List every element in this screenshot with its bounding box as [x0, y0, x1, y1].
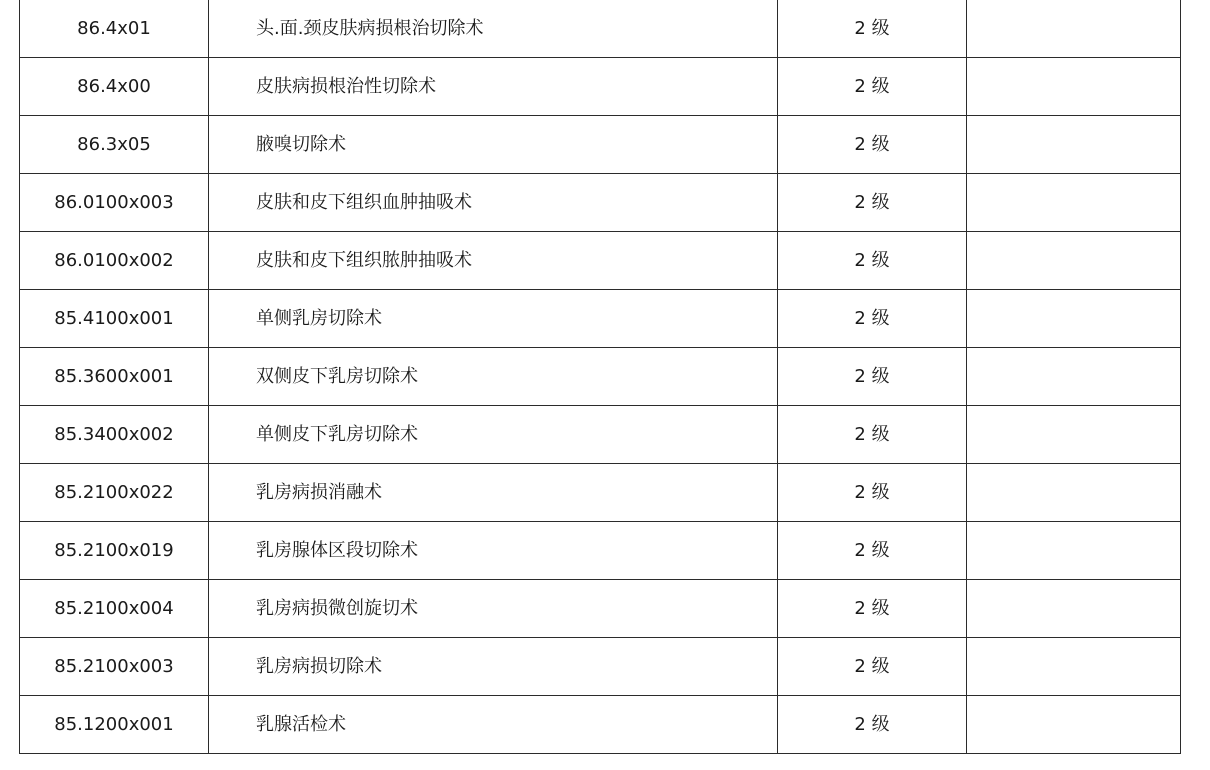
note-cell	[967, 116, 1181, 174]
surgery-name-cell: 乳房病损微创旋切术	[209, 580, 778, 638]
surgery-name-cell: 单侧乳房切除术	[209, 290, 778, 348]
surgery-name-cell: 双侧皮下乳房切除术	[209, 348, 778, 406]
surgery-name-cell: 头.面.颈皮肤病损根治切除术	[209, 0, 778, 58]
surgery-code-cell: 85.3600x001	[20, 348, 209, 406]
note-cell	[967, 464, 1181, 522]
table-row	[20, 522, 1181, 580]
surgery-name-cell: 乳房腺体区段切除术	[209, 522, 778, 580]
surgery-grade-cell: 2 级	[778, 580, 967, 638]
surgery-grade-table	[19, 0, 1181, 754]
surgery-name-cell: 腋嗅切除术	[209, 116, 778, 174]
surgery-code-cell: 86.3x05	[20, 116, 209, 174]
surgery-code-cell: 85.2100x022	[20, 464, 209, 522]
note-cell	[967, 348, 1181, 406]
surgery-code-cell: 86.4x01	[20, 0, 209, 58]
surgery-name-cell: 乳腺活检术	[209, 696, 778, 754]
table-row	[20, 58, 1181, 116]
table-row	[20, 638, 1181, 696]
note-cell	[967, 290, 1181, 348]
note-cell	[967, 580, 1181, 638]
table-body	[20, 0, 1181, 754]
table-row	[20, 348, 1181, 406]
surgery-code-cell: 86.0100x003	[20, 174, 209, 232]
surgery-grade-cell: 2 级	[778, 464, 967, 522]
table-row	[20, 696, 1181, 754]
note-cell	[967, 406, 1181, 464]
note-cell	[967, 522, 1181, 580]
surgery-code-cell: 85.4100x001	[20, 290, 209, 348]
table-row	[20, 116, 1181, 174]
surgery-grade-cell: 2 级	[778, 58, 967, 116]
note-cell	[967, 0, 1181, 58]
surgery-name-cell: 乳房病损消融术	[209, 464, 778, 522]
table-row	[20, 580, 1181, 638]
surgery-grade-cell: 2 级	[778, 174, 967, 232]
surgery-grade-cell: 2 级	[778, 406, 967, 464]
note-cell	[967, 232, 1181, 290]
surgery-grade-cell: 2 级	[778, 696, 967, 754]
table-row	[20, 406, 1181, 464]
surgery-name-cell: 乳房病损切除术	[209, 638, 778, 696]
table-row	[20, 174, 1181, 232]
surgery-code-cell: 85.3400x002	[20, 406, 209, 464]
note-cell	[967, 638, 1181, 696]
surgery-grade-cell: 2 级	[778, 116, 967, 174]
surgery-name-cell: 单侧皮下乳房切除术	[209, 406, 778, 464]
surgery-code-cell: 85.2100x019	[20, 522, 209, 580]
surgery-name-cell: 皮肤和皮下组织血肿抽吸术	[209, 174, 778, 232]
table-row	[20, 290, 1181, 348]
note-cell	[967, 696, 1181, 754]
surgery-name-cell: 皮肤和皮下组织脓肿抽吸术	[209, 232, 778, 290]
surgery-grade-cell: 2 级	[778, 0, 967, 58]
note-cell	[967, 58, 1181, 116]
surgery-code-cell: 86.4x00	[20, 58, 209, 116]
note-cell	[967, 174, 1181, 232]
surgery-grade-cell: 2 级	[778, 348, 967, 406]
surgery-grade-cell: 2 级	[778, 638, 967, 696]
surgery-grade-cell: 2 级	[778, 290, 967, 348]
table-row	[20, 0, 1181, 58]
surgery-grade-cell: 2 级	[778, 232, 967, 290]
surgery-code-cell: 85.1200x001	[20, 696, 209, 754]
table-row	[20, 464, 1181, 522]
surgery-code-cell: 86.0100x002	[20, 232, 209, 290]
surgery-code-cell: 85.2100x004	[20, 580, 209, 638]
table-row	[20, 232, 1181, 290]
surgery-name-cell: 皮肤病损根治性切除术	[209, 58, 778, 116]
surgery-code-cell: 85.2100x003	[20, 638, 209, 696]
surgery-grade-cell: 2 级	[778, 522, 967, 580]
